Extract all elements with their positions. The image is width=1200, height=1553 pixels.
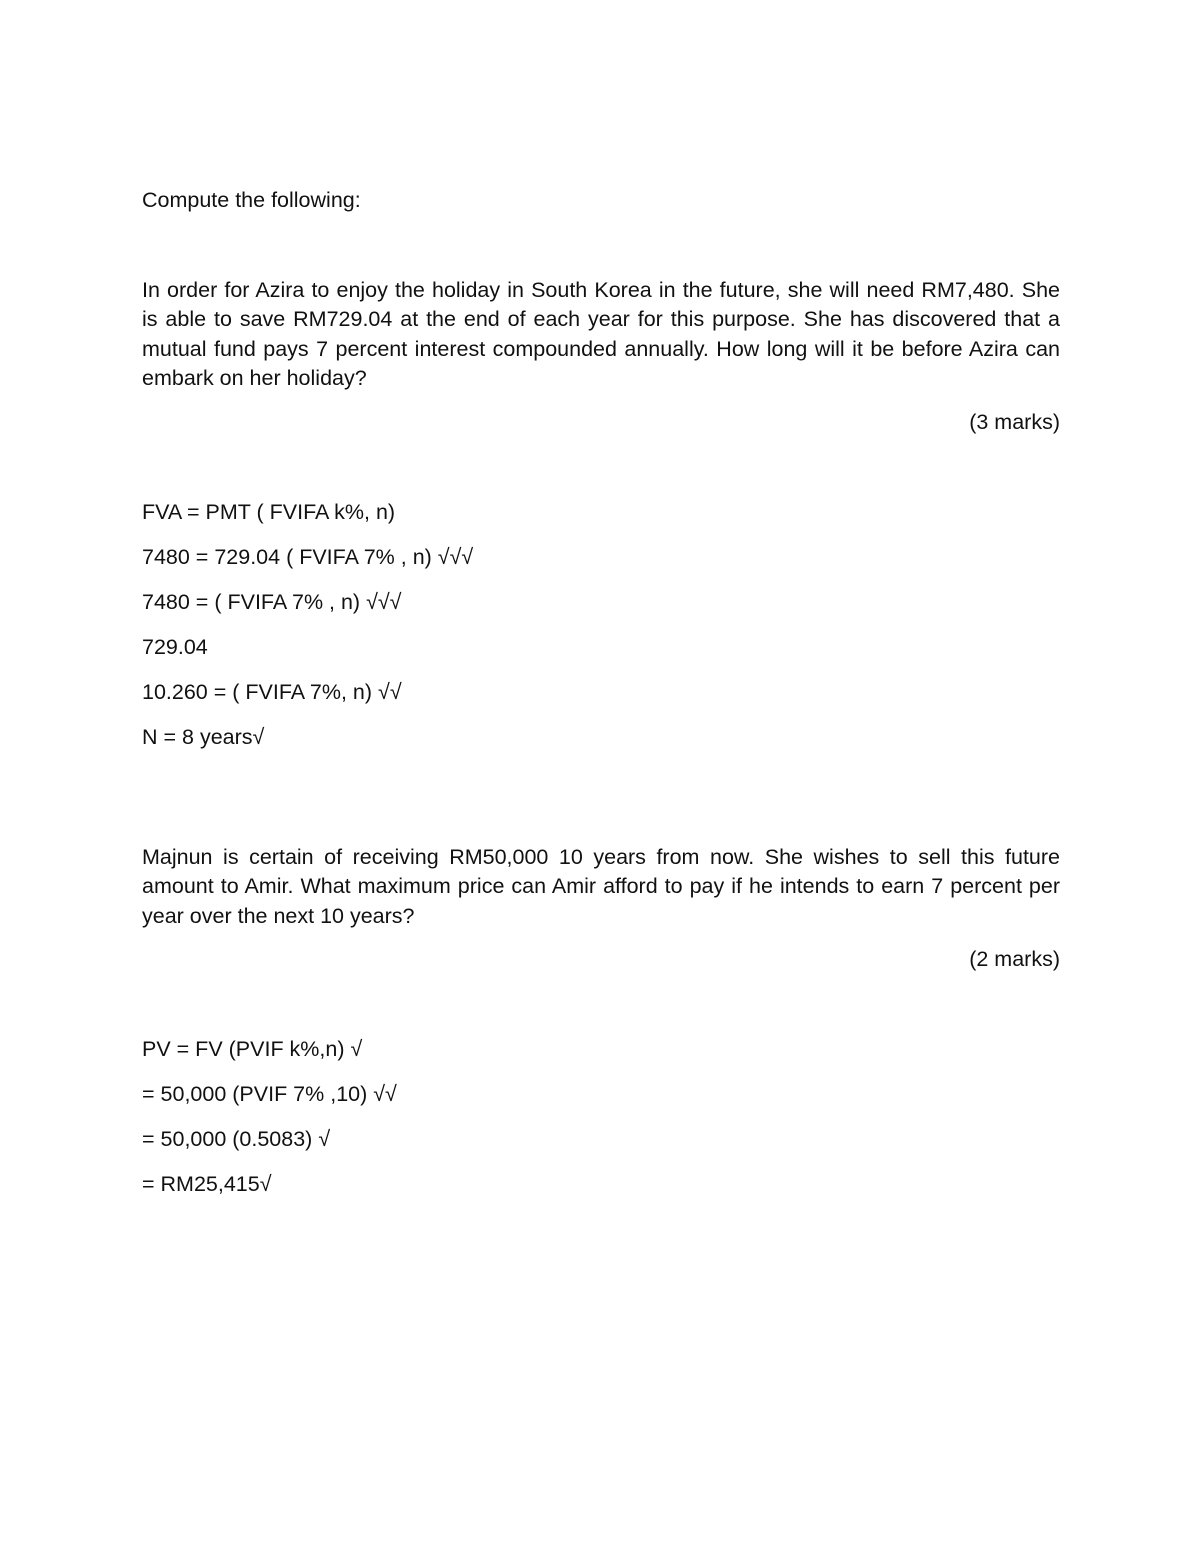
question-2-marks: (2 marks) bbox=[969, 947, 1060, 972]
instruction-heading: Compute the following: bbox=[142, 188, 361, 212]
question-1-marks: (3 marks) bbox=[969, 409, 1060, 434]
working-line: 729.04 bbox=[142, 634, 208, 659]
working-line: PV = FV (PVIF k%,n) √ bbox=[142, 1036, 363, 1061]
working-line: 7480 = ( FVIFA 7% , n) √√√ bbox=[142, 589, 402, 614]
question-1 bbox=[142, 276, 1060, 768]
working-line: N = 8 years√ bbox=[142, 724, 265, 749]
working-line: 7480 = 729.04 ( FVIFA 7% , n) √√√ bbox=[142, 544, 474, 569]
working-line: FVA = PMT ( FVIFA k%, n) bbox=[142, 499, 396, 524]
section-spacer bbox=[142, 768, 1060, 843]
document-page bbox=[142, 186, 1060, 1215]
question-2 bbox=[142, 843, 1060, 1215]
question-1-text: In order for Azira to enjoy the holiday in South Korea in the future, she will need RM7,480. She is able to save RM729.04 at the end of each year for this purpose. She has discovered that a mutual fund pays 7 percent interest compounded annually. How long will it be before Azira can embark on her holiday? bbox=[142, 277, 1060, 391]
question-1-working bbox=[142, 498, 1060, 768]
working-line: 10.260 = ( FVIFA 7%, n) √√ bbox=[142, 679, 402, 704]
question-2-text: Majnun is certain of receiving RM50,000 10 years from now. She wishes to sell this future amount to Amir. What maximum price can Amir afford to pay if he intends to earn 7 percent per year over the next 10 years? bbox=[142, 844, 1060, 928]
working-line: = 50,000 (PVIF 7% ,10) √√ bbox=[142, 1081, 397, 1106]
working-line: = 50,000 (0.5083) √ bbox=[142, 1126, 331, 1151]
question-2-working bbox=[142, 1035, 1060, 1215]
working-line: = RM25,415√ bbox=[142, 1171, 272, 1196]
